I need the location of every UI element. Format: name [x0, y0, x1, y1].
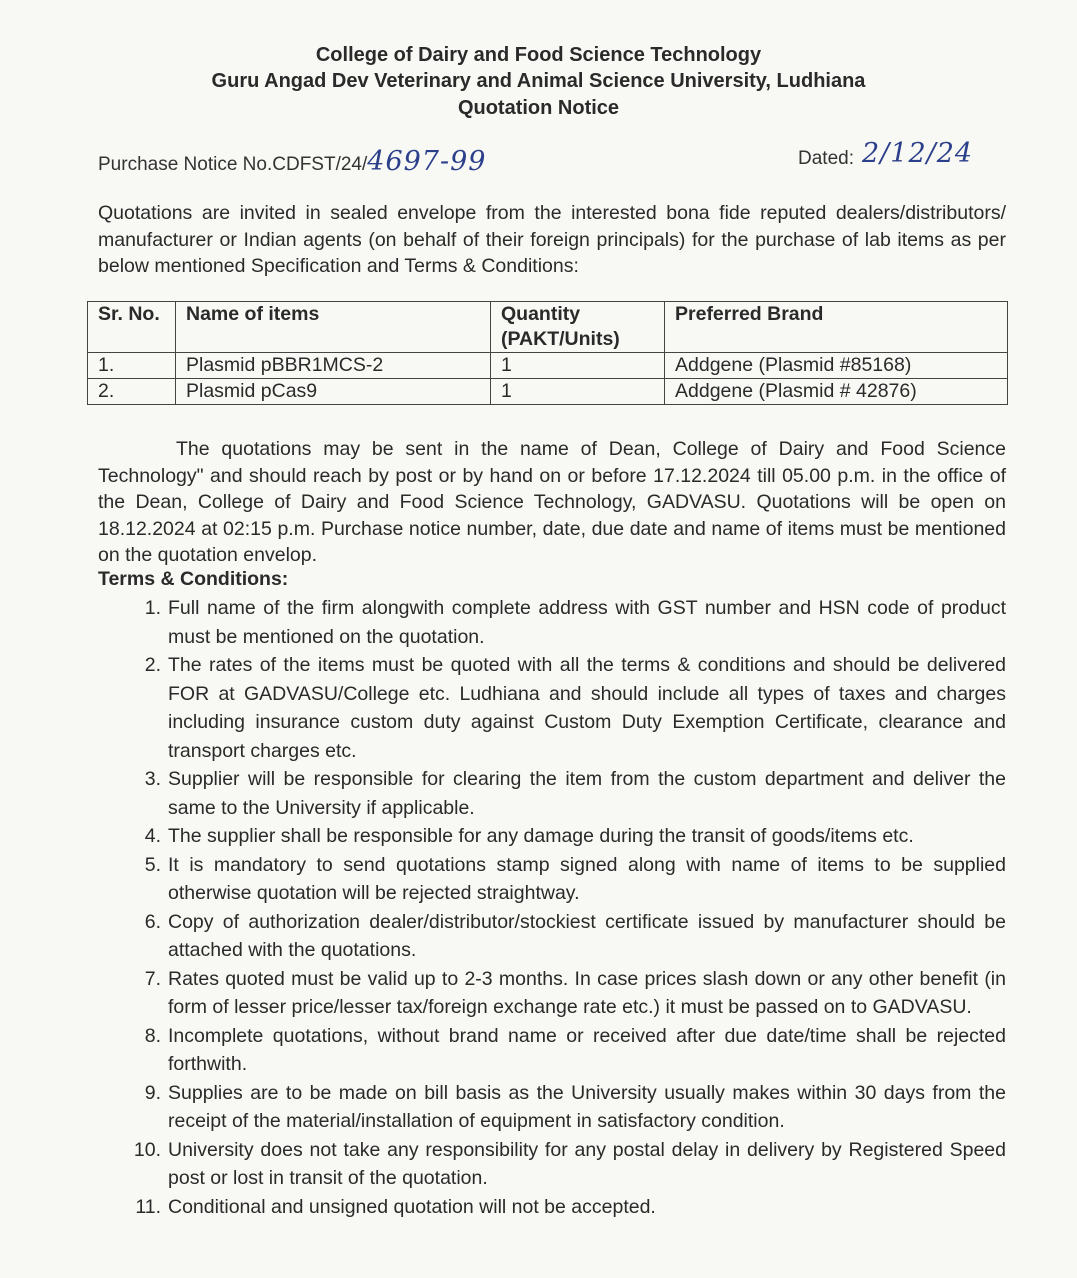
term-text: Conditional and unsigned quotation will not be accepted.	[168, 1195, 656, 1218]
handwritten-date: 2/12/24	[861, 138, 974, 169]
cell-quantity: 1	[491, 353, 665, 379]
notice-label: Purchase Notice No.CDFST/24/	[98, 154, 368, 175]
list-item	[144, 765, 1006, 822]
cell-sr: 1.	[88, 353, 176, 379]
header-quantity: Quantity (PAKT/Units)	[491, 302, 665, 353]
list-item	[144, 908, 1006, 965]
table-header-row	[88, 302, 1008, 353]
term-text: University does not take any responsibility for any postal delay in delivery by Registered Speed post or lost in transit of the quotation.	[168, 1138, 1006, 1189]
term-text: The rates of the items must be quoted with all the terms & conditions and should be delivered FOR at GADVASU/College etc. Ludhiana and should include all types of taxes and charges including insurance custom duty against Custom Duty Exemption Certificate, clearance and transport charges etc.	[168, 654, 1006, 762]
term-number: 6.	[144, 910, 161, 933]
purchase-notice-number	[98, 146, 486, 177]
dated-label: Dated:	[798, 148, 854, 169]
header-sr-no: Sr. No.	[88, 302, 176, 353]
university-name: Guru Angad Dev Veterinary and Animal Science University, Ludhiana	[211, 70, 866, 92]
cell-brand: Addgene (Plasmid # 42876)	[665, 379, 1008, 405]
list-item	[133, 1136, 1006, 1193]
list-item	[144, 1022, 1006, 1079]
list-item	[144, 851, 1006, 908]
terms-heading: Terms & Conditions:	[98, 568, 289, 590]
term-text: Copy of authorization dealer/distributor/stockiest certificate issued by manufacturer should be attached with the quotations.	[168, 910, 1006, 961]
list-item	[135, 1193, 1006, 1222]
college-name: College of Dairy and Food Science Technology	[315, 44, 762, 66]
cell-item-name: Plasmid pBBR1MCS-2	[176, 353, 491, 379]
list-item	[144, 965, 1006, 1022]
submission-paragraph	[98, 436, 1006, 569]
list-item	[144, 651, 1006, 765]
header-preferred-brand: Preferred Brand	[665, 302, 1008, 353]
page-title: Quotation Notice	[457, 97, 620, 119]
intro-paragraph: Quotations are invited in sealed envelope from the interested bona fide reputed dealers/distributors/ manufacturer or Indian agents (on behalf of their foreign principals) for the purchase of lab items as per below mentioned Specification and Terms & Conditions:	[98, 202, 1006, 277]
term-text: The supplier shall be responsible for any damage during the transit of goods/items etc.	[168, 825, 914, 847]
term-text: Supplier will be responsible for clearing the item from the custom department and deliver the same to the University if applicable.	[168, 768, 1006, 819]
term-number: 2.	[144, 654, 161, 676]
term-number: 11.	[135, 1195, 161, 1218]
term-number: 9.	[144, 1081, 161, 1104]
term-text: Incomplete quotations, without brand name or received after due date/time shall be rejected forthwith.	[168, 1024, 1006, 1075]
table-row	[88, 379, 1008, 405]
handwritten-notice-number: 4697-99	[367, 146, 487, 177]
list-item	[144, 594, 1006, 651]
term-number: 1.	[144, 597, 161, 619]
submission-text: The quotations may be sent in the name of Dean, College of Dairy and Food Science Technology" and should reach by post or by hand on or before 17.12.2024 till 05.00 p.m. in the office of the Dean, College of Dairy and Food Science Technology, GADVASU. Quotations will be open on 18.12.2024 at 02:15 p.m. Purchase notice number, date, due date and name of items must be mentioned on the quotation envelop.	[98, 438, 1006, 566]
term-text: Supplies are to be made on bill basis as the University usually makes within 30 days from the receipt of the material/installation of equipment in satisfactory condition.	[168, 1081, 1006, 1132]
cell-quantity: 1	[491, 379, 665, 405]
notice-date	[798, 140, 973, 171]
cell-sr: 2.	[88, 379, 176, 405]
table-row	[88, 353, 1008, 379]
term-number: 3.	[144, 768, 161, 790]
cell-item-name: Plasmid pCas9	[176, 379, 491, 405]
term-text: Rates quoted must be valid up to 2-3 months. In case prices slash down or any other benefit (in form of lesser price/lesser tax/foreign exchange rate etc.) it must be passed on to GADVASU.	[168, 967, 1006, 1018]
terms-list	[133, 594, 1006, 1221]
term-text: Full name of the firm alongwith complete address with GST number and HSN code of product must be mentioned on the quotation.	[168, 597, 1006, 648]
items-table	[87, 301, 1008, 405]
list-item	[144, 1079, 1006, 1136]
term-number: 5.	[144, 853, 161, 876]
term-number: 4.	[144, 825, 161, 847]
term-number: 7.	[144, 967, 161, 990]
term-number: 8.	[144, 1024, 161, 1047]
cell-brand: Addgene (Plasmid #85168)	[665, 353, 1008, 379]
term-text: It is mandatory to send quotations stamp signed along with name of items to be supplied otherwise quotation will be rejected straightway.	[168, 853, 1006, 904]
header-item-name: Name of items	[176, 302, 491, 353]
term-number: 10.	[133, 1138, 161, 1161]
list-item	[144, 822, 1006, 851]
